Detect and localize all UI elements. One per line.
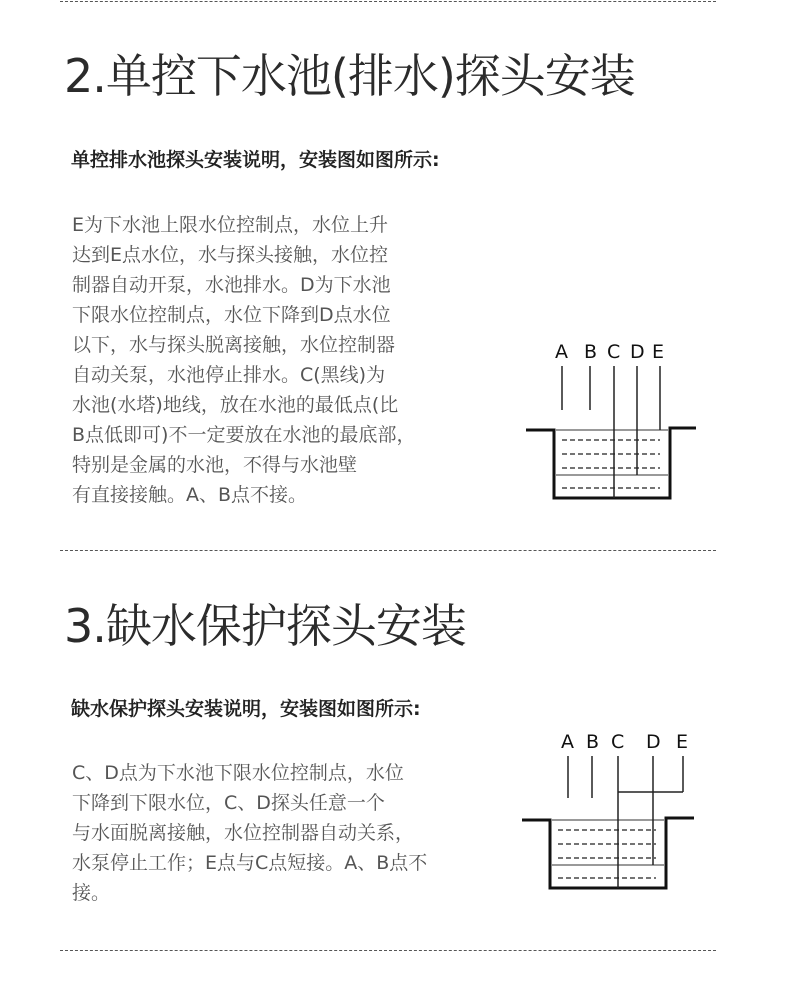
section2-line: 自动关泵，水池停止排水。C(黑线)为: [72, 364, 386, 386]
section3-subtitle: 缺水保护探头安装说明，安装图如图所示:: [71, 698, 421, 720]
section2-line: 制器自动开泵，水池排水。D为下水池: [72, 274, 391, 296]
section2-line: 下限水位控制点，水位下降到D点水位: [72, 304, 391, 326]
section3-tank-diagram: [516, 720, 706, 900]
section2-line: 达到E点水位，水与探头接触，水位控: [72, 244, 389, 266]
section2-title: 2.单控下水池(排水)探头安装: [64, 49, 635, 103]
probe-label-d: D: [630, 341, 645, 363]
probe-label-b: B: [586, 731, 600, 753]
probe-label-c: C: [611, 731, 625, 753]
middle-divider: [60, 550, 716, 551]
section3-line: 接。: [72, 882, 111, 904]
section2-tank-diagram: [520, 330, 710, 510]
section2-line: 水池(水塔)地线，放在水池的最低点(比: [72, 394, 399, 416]
section2-line: E为下水池上限水位控制点，水位上升: [72, 214, 389, 236]
section2-description: [72, 210, 415, 510]
section2-line: 有直接接触。A、B点不接。: [72, 484, 308, 506]
section3-line: 下降到下限水位，C、D探头任意一个: [72, 792, 385, 814]
probe-label-a: A: [561, 731, 574, 753]
top-divider: [60, 1, 716, 2]
probe-label-d: D: [646, 731, 661, 753]
section2-line: 特别是金属的水池，不得与水池壁: [72, 454, 358, 476]
bottom-divider: [60, 950, 716, 951]
probe-label-e: E: [652, 341, 665, 363]
probe-label-c: C: [607, 341, 621, 363]
probe-label-b: B: [584, 341, 598, 363]
section2-line: 以下，水与探头脱离接触，水位控制器: [72, 334, 396, 356]
section3-title: 3.缺水保护探头安装: [64, 599, 466, 653]
probe-label-e: E: [676, 731, 689, 753]
section3-line: 水泵停止工作；E点与C点短接。A、B点不: [72, 852, 428, 874]
section3-line: 与水面脱离接触，水位控制器自动关系，: [72, 822, 415, 844]
probe-label-a: A: [555, 341, 568, 363]
section2-line: B点低即可)不一定要放在水池的最底部，: [72, 424, 416, 446]
section2-subtitle: 单控排水池探头安装说明，安装图如图所示:: [71, 149, 440, 171]
section3-line: C、D点为下水池下限水位控制点，水位: [72, 762, 404, 784]
section3-description: [72, 758, 427, 908]
